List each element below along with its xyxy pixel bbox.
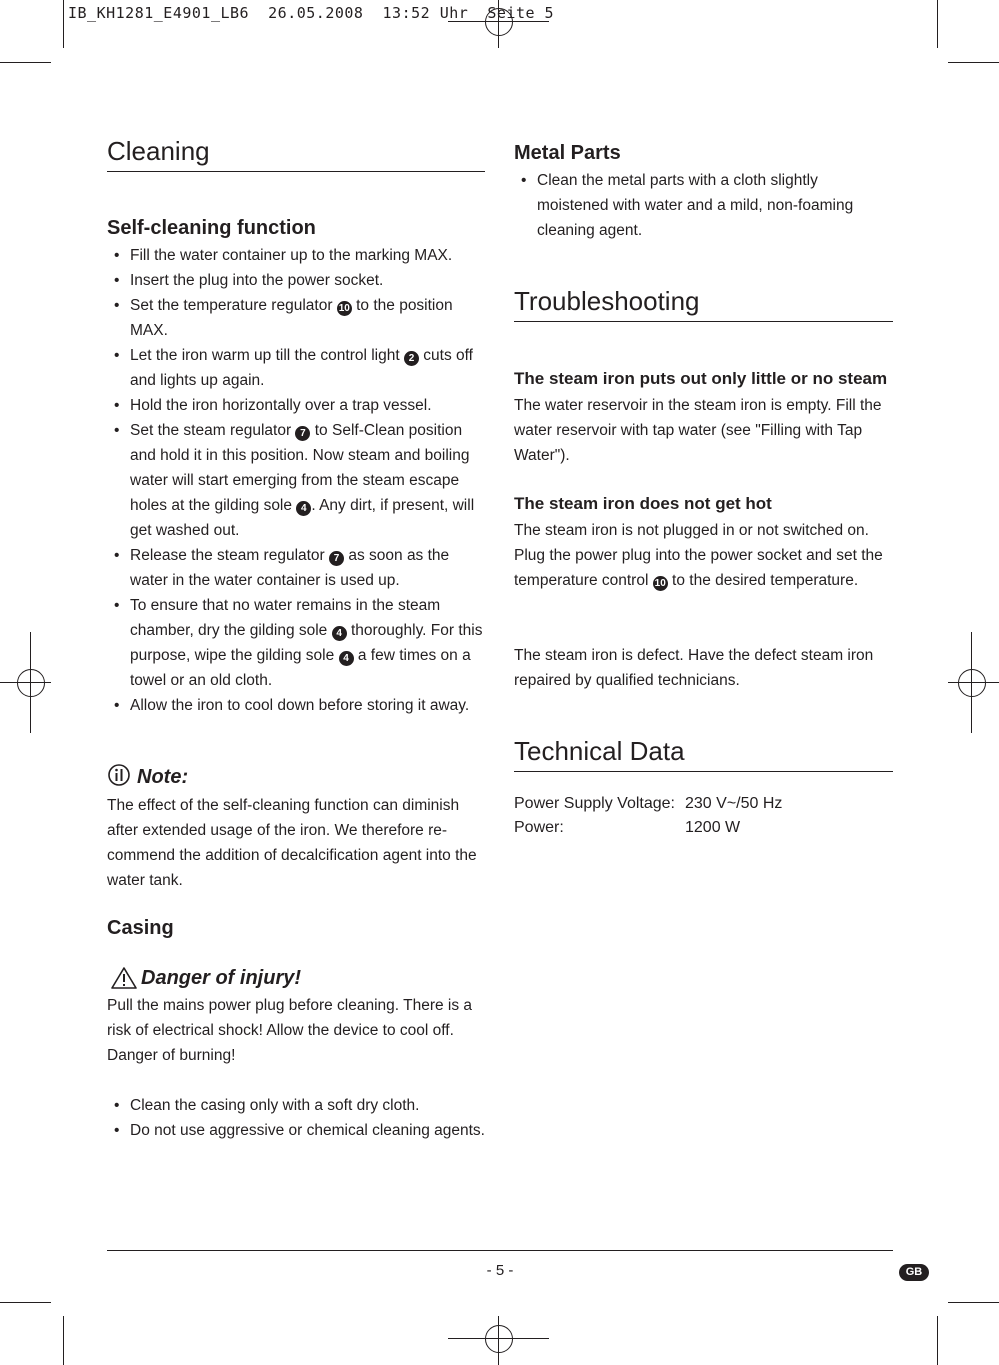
tech-value: 1200 W [685,819,741,836]
crop-mark [63,0,64,48]
issue-text: The steam iron is defect. Have the defect steam iron repaired by qualified technicians. [514,647,874,689]
note-text: The effect of the self-cleaning function can diminish after extended usage of the iron. We therefore re-commend the addition of decalcification agent into the water tank. [107,797,477,889]
self-cleaning-title: Self-cleaning function [107,217,316,239]
metal-parts-list [514,168,884,243]
technical-data-title: Technical Data [514,736,685,766]
danger-text: Pull the mains power plug before cleaning. There is a risk of electrical shock! Allow the device to cool off. Danger of burning! [107,997,473,1064]
issue-text: The steam iron is not plugged in or not switched on. Plug the power plug into the power socket and set the temperature control 10 to the desired temperature. [514,522,883,589]
reference-number: 4 [332,626,347,641]
issue-title: The steam iron does not get hot [514,494,772,513]
list-item: • Allow the iron to cool down before storing it away. [107,693,485,718]
tech-label: Power: [514,819,564,836]
casing-list [107,1093,485,1143]
page-number: - 5 - [486,1262,514,1279]
registration-mark [958,669,986,697]
reference-number: 7 [295,426,310,441]
list-item: • Insert the plug into the power socket. [107,268,485,293]
registration-mark [485,1325,513,1353]
list-item: • Release the steam regulator 7 as soon as the water in the water container is used up. [107,543,485,593]
issue-title: The steam iron puts out only little or no steam [514,369,888,388]
crop-mark [948,1302,999,1303]
list-item: • Clean the casing only with a soft dry cloth. [107,1093,485,1118]
list-item: • Set the steam regulator 7 to Self-Clean position and hold it in this position. Now steam and boiling water will start emerging from the steam escape holes at the gilding sole 4 . Any dirt, if present, will get washed out. [107,418,485,543]
crop-mark [0,1302,51,1303]
list-item: • Do not use aggressive or chemical cleaning agents. [107,1118,485,1143]
reference-number: 10 [654,578,666,589]
language-badge: GB [899,1264,929,1281]
list-item: • To ensure that no water remains in the steam chamber, dry the gilding sole 4 thoroughly. For this purpose, wipe the gilding sole 4 a few times on a towel or an old cloth. [107,593,485,693]
footer-rule [107,1250,893,1251]
troubleshooting-title: Troubleshooting [514,286,700,316]
title-rule [514,321,893,322]
tech-label: Power Supply Voltage: [514,795,675,812]
info-icon [107,763,133,787]
self-cleaning-list [107,243,485,718]
list-item: • Clean the metal parts with a cloth slightly moistened with water and a mild, non-foaming cleaning agent. [514,168,884,243]
title-rule [107,171,485,172]
reference-number: 7 [329,551,344,566]
list-item: • Set the temperature regulator 10 to the position MAX. [107,293,485,343]
print-header: IB_KH1281_E4901_LB6 26.05.2008 13:52 Uhr Seite 5 [68,4,555,22]
tech-value: 230 V~/50 Hz [685,795,783,812]
danger-title: Danger of injury! [141,967,302,989]
cleaning-title: Cleaning [107,136,210,166]
list-item: • Hold the iron horizontally over a trap vessel. [107,393,485,418]
casing-title: Casing [107,917,174,939]
note-title: Note: [137,766,189,788]
reference-number: 2 [404,351,419,366]
warning-icon [111,966,139,990]
metal-parts-title: Metal Parts [514,142,621,164]
crop-mark [948,62,999,63]
title-rule [514,771,893,772]
issue-text: The water reservoir in the steam iron is empty. Fill the water reservoir with tap water (see "Filling with Tap Water"). [514,397,882,464]
list-item: • Let the iron warm up till the control light 2 cuts off and lights up again. [107,343,485,393]
list-item: • Fill the water container up to the marking MAX. [107,243,485,268]
registration-mark [17,669,45,697]
crop-mark [937,1316,938,1365]
crop-mark [63,1316,64,1365]
reference-number: 4 [296,501,311,516]
crop-mark [0,62,51,63]
reference-number: 4 [339,651,354,666]
reference-number: 10 [338,303,350,314]
crop-mark [937,0,938,48]
